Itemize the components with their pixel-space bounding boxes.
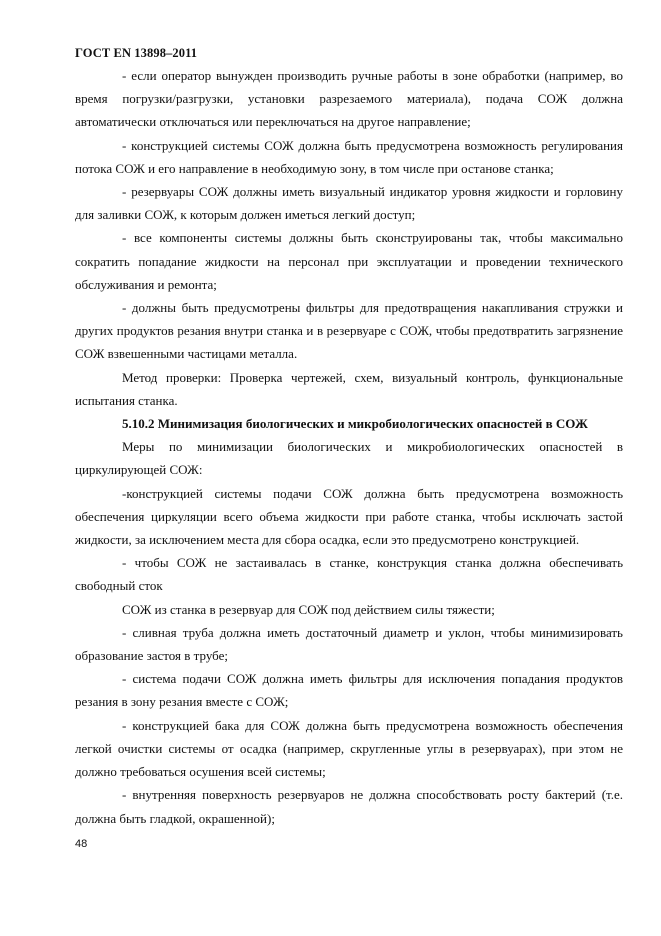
paragraph-drain-pipe: - сливная труба должна иметь достаточный диаметр и уклон, чтобы минимизировать образование застоя в трубе;: [75, 624, 623, 664]
paragraph-free-drain: - чтобы СОЖ не застаивалась в станке, конструкция станка должна обеспечивать свободный сток: [75, 555, 623, 594]
paragraph-tank-surface: - внутренняя поверхность резервуаров не должна способствовать росту бактерий (т.е. должна быть гладкой, окрашенной);: [75, 787, 623, 826]
paragraph-level-indicator: - резервуары СОЖ должны иметь визуальный индикатор уровня жидкости и горловину для заливки СОЖ, к которым должен иметься легкий доступ;: [75, 184, 623, 223]
paragraph-filters: - должны быть предусмотрены фильтры для предотвращения накапливания стружки и других продуктов резания внутри станка и в резервуаре с СОЖ, чтобы предотвратить загрязнение СОЖ взвешенными частицами металла.: [75, 300, 623, 362]
page-body: [75, 64, 623, 830]
page-number: 48: [75, 838, 88, 850]
paragraph-cutting-products: - система подачи СОЖ должна иметь фильтры для исключения попадания продуктов резания в зону резания вместе с СОЖ;: [75, 671, 623, 710]
paragraph-verification-method: Метод проверки: Проверка чертежей, схем, визуальный контроль, функциональные испытания станка.: [75, 369, 623, 408]
document-code-header: ГОСТ EN 13898–2011: [75, 46, 198, 60]
paragraph-measures-intro: Меры по минимизации биологических и микробиологических опасностей в циркулирующей СОЖ:: [75, 439, 623, 478]
paragraph-circulation: -конструкцией системы подачи СОЖ должна быть предусмотрена возможность обеспечения циркуляции всего объема жидкости при работе станка, чтобы исключать застой жидкости, за исключением места для сбора осадка, если это предусмотрено конструкцией.: [75, 485, 623, 548]
paragraph-tank-cleaning: - конструкцией бака для СОЖ должна быть предусмотрена возможность обеспечения легкой очистки системы от осадка (например, скругленные углы в резервуарах), при этом не должно требоваться осушения всей системы;: [75, 717, 623, 780]
section-heading: 5.10.2 Минимизация биологических и микробиологических опасностей в СОЖ: [122, 416, 588, 432]
paragraph-flow-regulation: - конструкцией системы СОЖ должна быть предусмотрена возможность регулирования потока СОЖ и его направление в необходимую зону, в том числе при останове станка;: [75, 137, 623, 176]
paragraph-coolant-shutoff: - если оператор вынужден производить ручные работы в зоне обработки (например, во время погрузки/разгрузки, установки разрезаемого материала), подача СОЖ должна автоматически отключаться или переключаться на другое направление;: [75, 68, 623, 130]
paragraph-component-design: - все компоненты системы должны быть сконструированы так, чтобы максимально сократить попадание жидкости на персонал при эксплуатации и проведении технического обслуживания и ремонта;: [75, 230, 623, 292]
paragraph-gravity-flow: СОЖ из станка в резервуар для СОЖ под действием силы тяжести;: [122, 601, 495, 617]
